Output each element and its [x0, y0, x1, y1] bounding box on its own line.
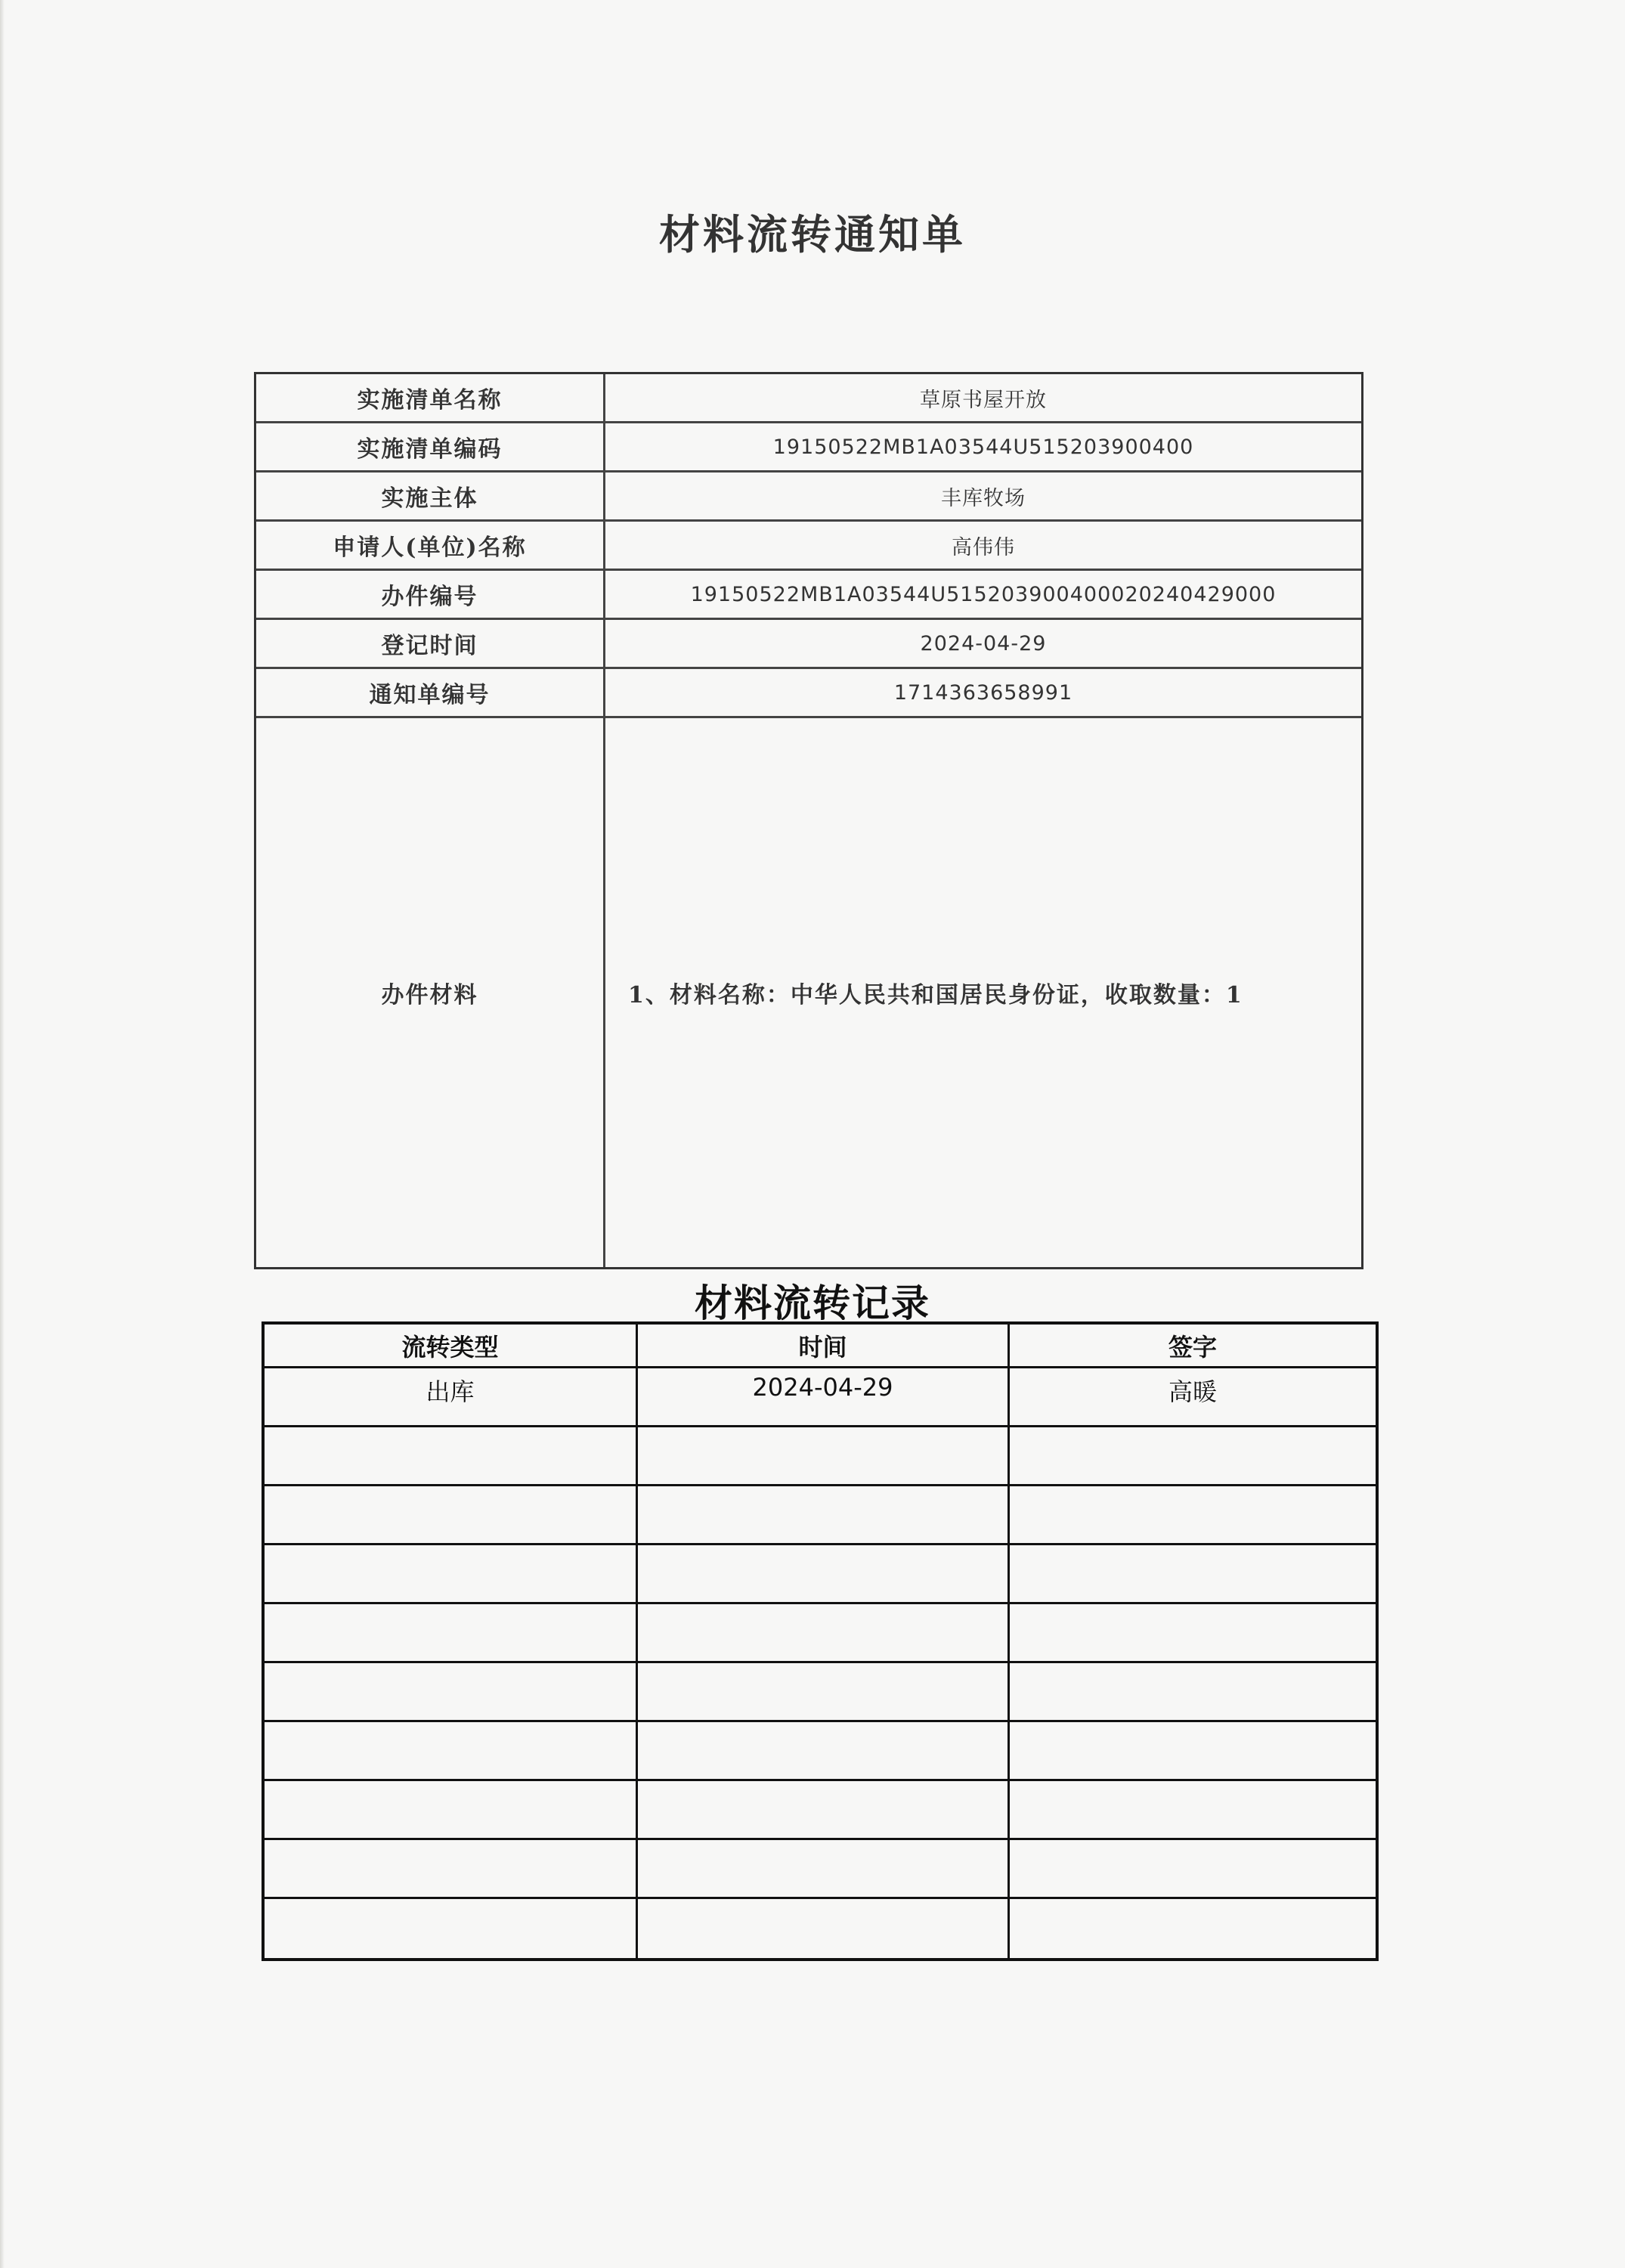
cell-time	[638, 1545, 1010, 1602]
info-label: 登记时间	[256, 620, 605, 667]
cell-time	[638, 1604, 1010, 1661]
table-row	[265, 1368, 1376, 1427]
materials-value: 1、材料名称：中华人民共和国居民身份证，收取数量：1	[628, 982, 1243, 1009]
cell-time	[638, 1722, 1010, 1779]
record-table	[262, 1321, 1379, 1961]
table-row	[265, 1722, 1376, 1781]
info-label: 办件编号	[256, 571, 605, 618]
cell-signature: 高暖	[1168, 1377, 1217, 1406]
info-value: 1714363658991	[893, 680, 1073, 705]
info-row-registration-date	[256, 620, 1361, 669]
record-header-row	[265, 1325, 1376, 1368]
info-label: 实施主体	[256, 472, 605, 519]
info-row-applicant	[256, 522, 1361, 571]
cell-time	[638, 1663, 1010, 1720]
cell-transfer-type	[265, 1781, 638, 1838]
info-value: 草原书屋开放	[920, 388, 1047, 412]
info-value: 19150522MB1A03544U515203900400020240429000	[690, 582, 1277, 606]
cell-signature	[1010, 1486, 1376, 1543]
cell-time	[638, 1427, 1010, 1484]
table-row	[265, 1781, 1376, 1840]
info-label: 办件材料	[256, 718, 605, 1267]
info-value: 高伟伟	[952, 535, 1015, 559]
cell-transfer-type: 出库	[265, 1368, 638, 1425]
info-value: 丰库牧场	[941, 486, 1026, 510]
cell-time	[638, 1781, 1010, 1838]
info-value: 19150522MB1A03544U515203900400	[772, 435, 1194, 459]
scan-edge-shadow	[0, 0, 5, 2268]
cell-transfer-type	[265, 1899, 638, 1958]
cell-signature	[1010, 1604, 1376, 1661]
cell-transfer-type	[265, 1486, 638, 1543]
cell-signature	[1010, 1427, 1376, 1484]
cell-time	[638, 1840, 1010, 1897]
header-transfer-type: 流转类型	[265, 1325, 638, 1366]
cell-transfer-type	[265, 1840, 638, 1897]
cell-transfer-type	[265, 1722, 638, 1779]
info-row-list-code	[256, 423, 1361, 472]
table-row	[265, 1604, 1376, 1663]
info-label: 通知单编号	[256, 669, 605, 716]
info-label: 申请人(单位)名称	[256, 522, 605, 569]
cell-transfer-type	[265, 1663, 638, 1720]
page-title: 材料流转通知单	[659, 210, 966, 259]
cell-signature	[1010, 1722, 1376, 1779]
cell-time	[638, 1486, 1010, 1543]
cell-signature	[1010, 1899, 1376, 1958]
info-label: 实施清单编码	[256, 423, 605, 470]
table-row	[265, 1663, 1376, 1722]
info-row-case-number	[256, 571, 1361, 620]
header-time: 时间	[638, 1325, 1010, 1366]
info-row-notice-number	[256, 669, 1361, 718]
cell-signature	[1010, 1545, 1376, 1602]
cell-time	[638, 1899, 1010, 1958]
cell-time: 2024-04-29	[638, 1368, 1010, 1425]
cell-transfer-type	[265, 1604, 638, 1661]
table-row	[265, 1545, 1376, 1604]
info-row-list-name	[256, 374, 1361, 423]
table-row	[265, 1486, 1376, 1545]
table-row	[265, 1840, 1376, 1899]
cell-transfer-type	[265, 1545, 638, 1602]
info-label: 实施清单名称	[256, 374, 605, 421]
info-table	[254, 372, 1363, 1269]
cell-transfer-type	[265, 1427, 638, 1484]
table-row	[265, 1899, 1376, 1958]
table-row	[265, 1427, 1376, 1486]
info-row-implementer	[256, 472, 1361, 522]
info-row-materials	[256, 718, 1361, 1267]
header-signature: 签字	[1168, 1332, 1217, 1362]
record-title: 材料流转记录	[695, 1281, 930, 1325]
cell-signature	[1010, 1781, 1376, 1838]
info-value: 2024-04-29	[920, 631, 1047, 655]
cell-signature	[1010, 1840, 1376, 1897]
cell-signature	[1010, 1663, 1376, 1720]
